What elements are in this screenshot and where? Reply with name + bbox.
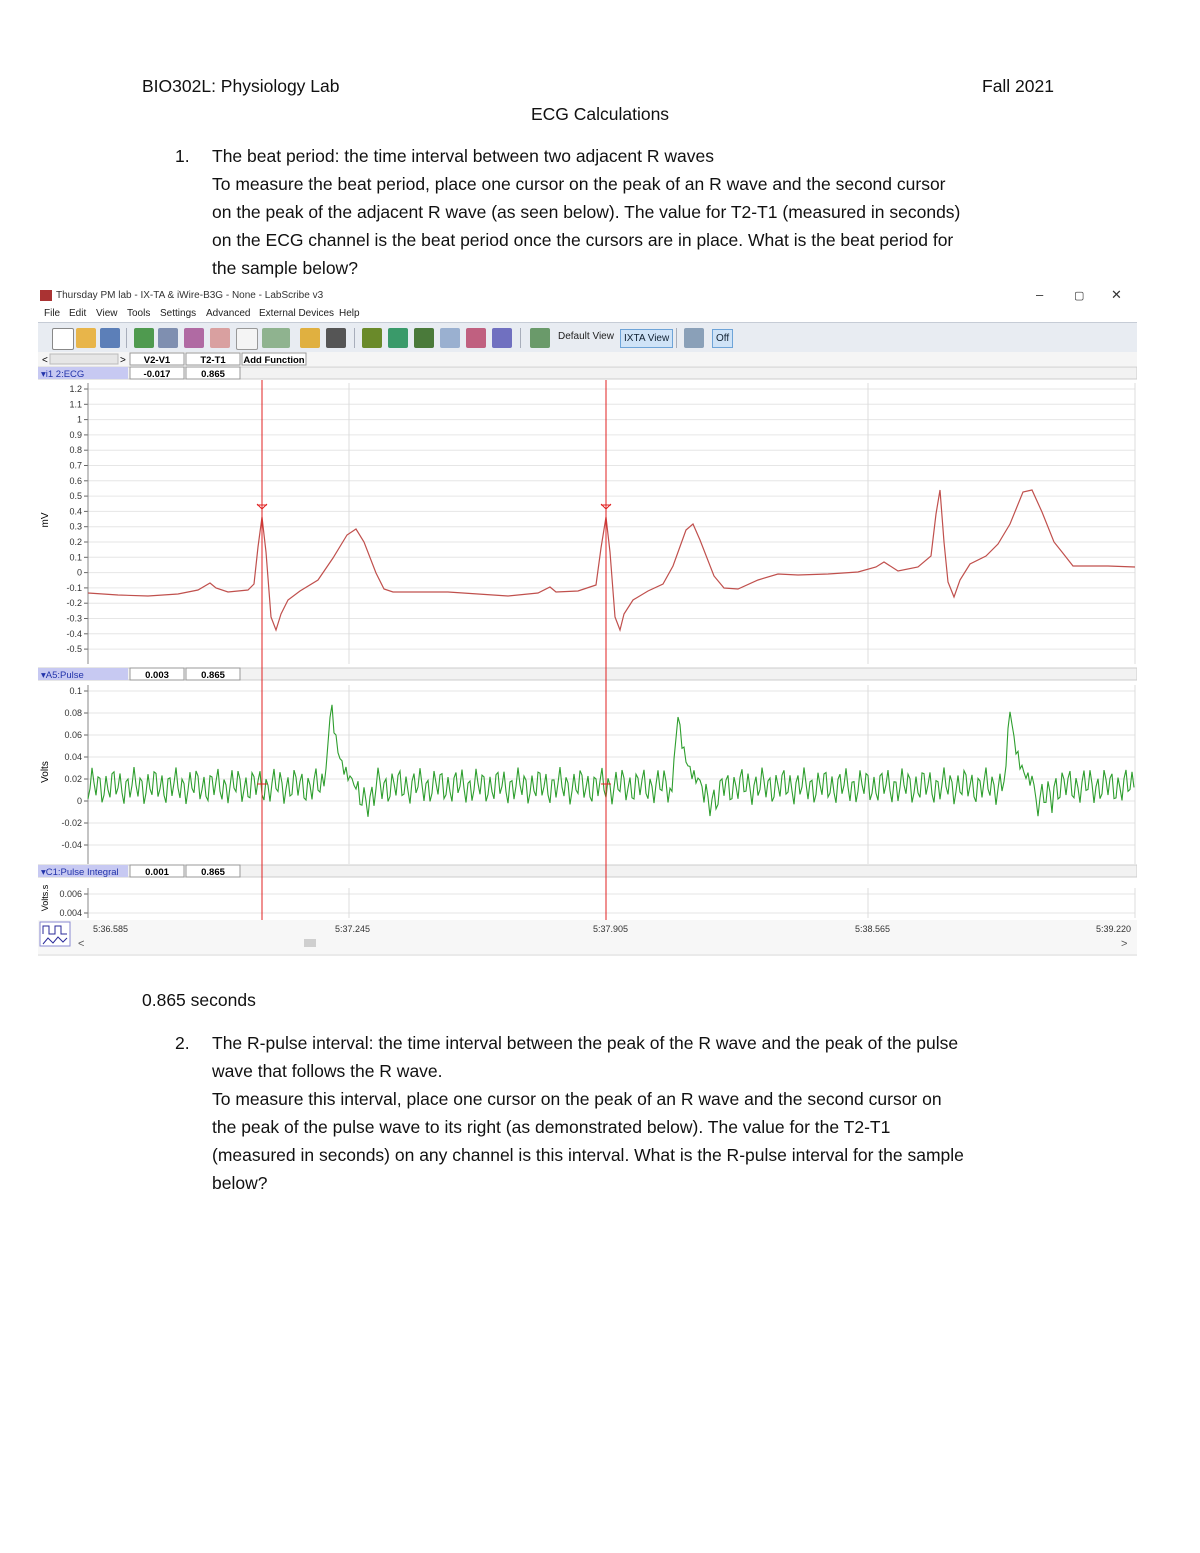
toolbar-separator [520, 328, 521, 348]
y-tick-label: -0.3 [66, 613, 82, 624]
y-tick-label: 0.2 [69, 537, 82, 547]
labscribe-screenshot [38, 286, 1137, 972]
question-2-line: (measured in seconds) on any channel is this interval. What is the R-pulse interval for the sample [212, 1145, 964, 1165]
integral-channel-bar [38, 865, 1137, 878]
integral-grid [88, 888, 1135, 918]
zoom-in-icon[interactable] [388, 328, 408, 348]
window-titlebar [38, 286, 1137, 306]
scroll-left-button[interactable]: < [78, 938, 85, 950]
pulse-v2v1-value: 0.003 [145, 670, 169, 681]
y-tick-label: 0 [76, 567, 82, 578]
ecg-y-axis [66, 383, 88, 664]
default-view-icon[interactable] [530, 328, 550, 348]
t2t1-header: T2-T1 [200, 355, 226, 366]
menu-edit[interactable]: Edit [69, 308, 87, 319]
save-icon[interactable] [100, 328, 120, 348]
main-window-icon[interactable] [134, 328, 154, 348]
question-1 [175, 142, 1075, 282]
y-tick-label: 0.5 [69, 491, 82, 502]
y-tick-label: 0.3 [69, 521, 82, 532]
default-view-button[interactable]: Default View [558, 331, 614, 342]
y-tick-label: -0.04 [61, 840, 82, 850]
question-1-line: on the peak of the adjacent R wave (as seen below). The value for T2-T1 (measured in seconds) [212, 202, 961, 222]
menu-help[interactable]: Help [339, 308, 360, 319]
ecg-v2v1-value: -0.017 [143, 369, 171, 380]
y-tick-label: -0.4 [66, 628, 82, 639]
ecg-channel-label[interactable]: ▾i1 2:ECG [41, 369, 85, 380]
y-tick-label: 0.7 [69, 460, 82, 471]
term-header: Fall 2021 [982, 76, 1054, 96]
y-tick-label: 1.2 [69, 384, 82, 394]
question-1-line: on the ECG channel is the beat period once the cursors are in place. What is the beat period for [212, 230, 954, 250]
cursor-single-icon[interactable] [466, 328, 486, 348]
new-file-icon[interactable] [52, 328, 74, 350]
y-tick-label: -0.5 [66, 644, 82, 655]
integral-unit-label: Volts.s [40, 884, 50, 912]
y-tick-label: 0.6 [69, 475, 82, 486]
y-tick-label: 0.4 [69, 506, 82, 517]
ecg-grid [88, 383, 1135, 664]
xy-view-icon[interactable] [210, 328, 230, 348]
analysis-icon[interactable] [158, 328, 178, 348]
y-tick-label: 0.1 [69, 552, 82, 563]
question-1-number: 1. [175, 146, 190, 166]
pulse-train-icon[interactable] [326, 328, 346, 348]
pulse-grid [88, 685, 1135, 864]
menu-advanced[interactable]: Advanced [206, 308, 251, 319]
toolbar-separator [676, 328, 677, 348]
scroll-right-button[interactable]: > [1121, 938, 1128, 950]
time-label: 5:39.220 [1096, 924, 1132, 934]
toolbar-separator [354, 328, 355, 348]
table-nav-right[interactable]: > [120, 355, 126, 366]
document-title: ECG Calculations [530, 104, 670, 124]
ecg-channel-bar [38, 367, 1137, 380]
time-label: 5:37.245 [335, 924, 371, 934]
question-1-line: the sample below? [212, 258, 358, 278]
fft-icon[interactable] [184, 328, 204, 348]
maximize-button[interactable]: ▢ [1074, 290, 1085, 302]
toolbar-separator [126, 328, 127, 348]
integral-t2t1-value: 0.865 [201, 867, 225, 878]
y-tick-label: 0.04 [64, 752, 82, 762]
question-2-number: 2. [175, 1033, 190, 1053]
y-tick-label: -0.02 [61, 818, 82, 828]
pulse-channel-bar [38, 668, 1137, 681]
display-mode-icon[interactable] [40, 922, 70, 946]
y-tick-label: 0.08 [64, 708, 82, 718]
question-2-line: To measure this interval, place one cursor on the peak of an R wave and the second cursor on [212, 1089, 942, 1109]
y-tick-label: 1 [76, 414, 82, 425]
autoscale-icon[interactable] [362, 328, 382, 348]
ecg-unit-label: mV [40, 512, 51, 528]
y-tick-label: 0.1 [69, 686, 82, 696]
time-scrollbar-thumb[interactable] [304, 939, 316, 947]
window-title: Thursday PM lab - IX-TA & iWire-B3G - None - LabScribe v3 [56, 290, 324, 301]
time-label: 5:36.585 [93, 924, 129, 934]
menu-external-devices[interactable]: External Devices [259, 308, 335, 319]
time-axis-bg [38, 920, 1137, 956]
pulse-channel-label[interactable]: ▾A5:Pulse [41, 670, 84, 681]
question-2-line: below? [212, 1173, 268, 1193]
menu-tools[interactable]: Tools [127, 308, 151, 319]
pulse-unit-label: Volts [40, 761, 51, 783]
table-scrollbar[interactable] [50, 354, 118, 364]
v2v1-header: V2-V1 [143, 355, 171, 366]
marks-icon[interactable] [262, 328, 290, 348]
menu-settings[interactable]: Settings [160, 308, 197, 319]
y-tick-label: 0.006 [59, 889, 82, 899]
question-1-line: The beat period: the time interval between two adjacent R waves [212, 146, 714, 166]
zoom-out-icon[interactable] [414, 328, 434, 348]
open-folder-icon[interactable] [76, 328, 96, 348]
menu-file[interactable]: File [44, 308, 61, 319]
journal-icon[interactable] [236, 328, 258, 350]
question-2-line: wave that follows the R wave. [212, 1061, 443, 1081]
table-nav-left[interactable]: < [42, 355, 48, 366]
y-tick-label: 0 [76, 796, 82, 806]
y-tick-label: 0.004 [59, 908, 82, 918]
minimize-button[interactable]: – [1036, 287, 1044, 302]
ecg-t2t1-value: 0.865 [201, 369, 225, 380]
integral-y-axis [59, 888, 88, 918]
question-1-line: To measure the beat period, place one cursor on the peak of an R wave and the second cursor [212, 174, 946, 194]
pulse-trace [88, 705, 1134, 817]
recording-plot [38, 352, 1137, 972]
search-icon[interactable] [440, 328, 460, 348]
time-label: 5:38.565 [855, 924, 891, 934]
close-button[interactable]: ✕ [1111, 287, 1122, 302]
integral-channel-label[interactable]: ▾C1:Pulse Integral [41, 867, 119, 878]
pulse-t2t1-value: 0.865 [201, 670, 225, 681]
menu-view[interactable]: View [96, 308, 118, 319]
pencil-icon[interactable] [300, 328, 320, 348]
labscribe-app-icon [40, 290, 52, 301]
course-header: BIO302L: Physiology Lab [142, 76, 340, 96]
question-2-line: the peak of the pulse wave to its right (as demonstrated below). The value for the T2-T1 [212, 1117, 891, 1137]
y-tick-label: 0.06 [64, 730, 82, 740]
y-tick-label: -0.1 [66, 582, 82, 593]
add-function-button[interactable]: Add Function [243, 355, 305, 366]
pulse-y-axis [61, 685, 88, 864]
stimulator-off-button[interactable]: Off [712, 329, 733, 348]
answer-1: 0.865 seconds [142, 990, 256, 1010]
y-tick-label: 1.1 [69, 399, 82, 410]
question-2 [175, 1029, 1075, 1197]
time-label: 5:37.905 [593, 924, 629, 934]
y-tick-label: -0.2 [66, 598, 82, 609]
cursor-double-icon[interactable] [492, 328, 512, 348]
ixta-view-button[interactable]: IXTA View [620, 329, 673, 348]
y-tick-label: 0.8 [69, 445, 82, 456]
y-tick-label: 0.9 [69, 429, 82, 440]
toolbar [38, 322, 1137, 354]
y-tick-label: 0.02 [64, 774, 82, 784]
integral-v2v1-value: 0.001 [145, 867, 169, 878]
question-2-line: The R-pulse interval: the time interval between the peak of the R wave and the peak of the pulse [212, 1033, 959, 1053]
stimulator-icon[interactable] [684, 328, 704, 348]
